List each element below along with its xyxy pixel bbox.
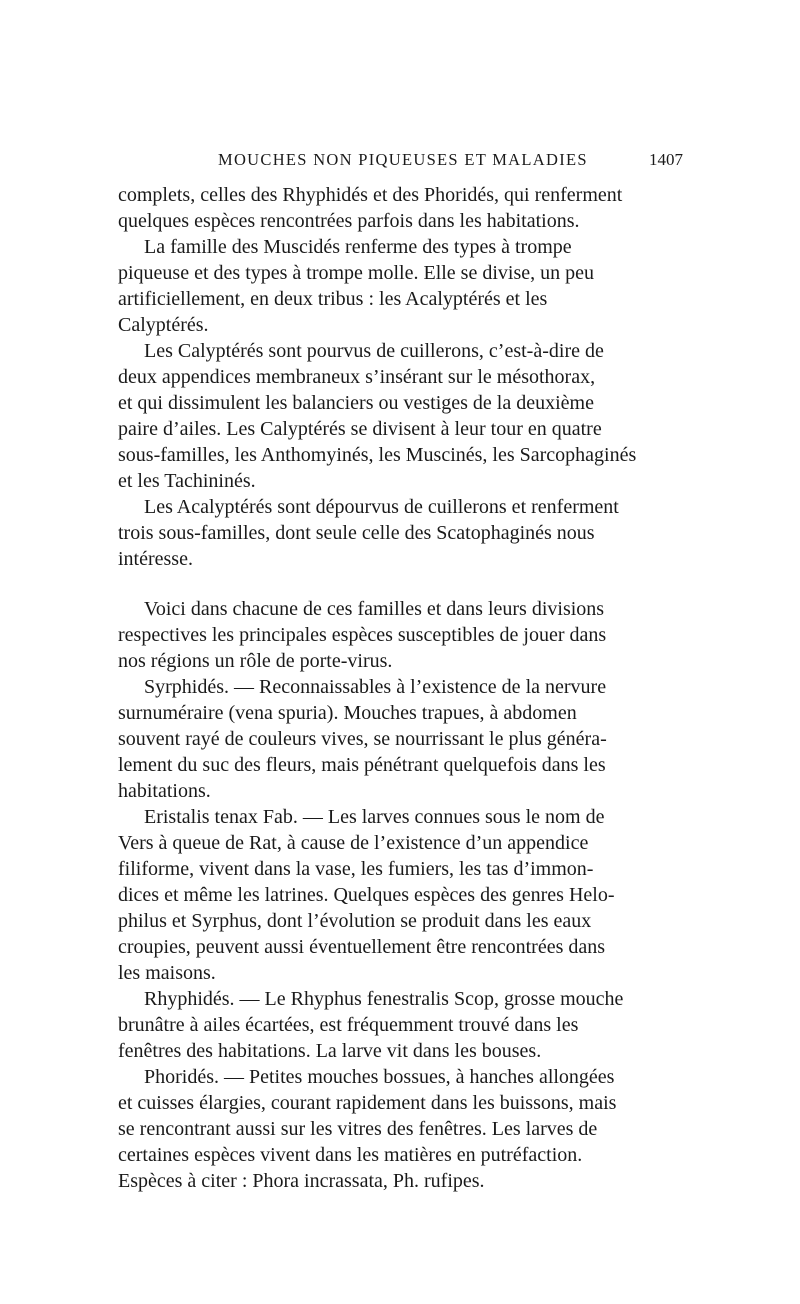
text-line: fenêtres des habitations. La larve vit dans les bouses. [118, 1040, 542, 1062]
text-line: certaines espèces vivent dans les matières en putréfaction. [118, 1144, 583, 1166]
body-text [118, 182, 683, 1194]
text-line: artificiellement, en deux tribus : les Acalyptérés et les [118, 288, 548, 310]
text-line: paire d’ailes. Les Calyptérés se divisent à leur tour en quatre [118, 418, 602, 440]
text-line: La famille des Muscidés renferme des types à trompe [144, 236, 572, 258]
text-line: souvent rayé de couleurs vives, se nourrissant le plus généra- [118, 728, 607, 750]
text-line: intéresse. [118, 548, 193, 570]
text-line: filiforme, vivent dans la vase, les fumiers, les tas d’immon- [118, 858, 594, 880]
text-line: les maisons. [118, 962, 216, 984]
text-line: habitations. [118, 780, 211, 802]
text-line: et les Tachininés. [118, 470, 256, 492]
text-line: deux appendices membraneux s’insérant sur le mésothorax, [118, 366, 596, 388]
running-title: MOUCHES NON PIQUEUSES ET MALADIES [218, 150, 588, 169]
page-number: 1407 [649, 150, 683, 169]
text-line: Phoridés. — Petites mouches bossues, à hanches allongées [144, 1066, 615, 1088]
text-line: brunâtre à ailes écartées, est fréquemment trouvé dans les [118, 1014, 579, 1036]
text-line: Calyptérés. [118, 314, 209, 336]
text-line: Espèces à citer : Phora incrassata, Ph. rufipes. [118, 1170, 485, 1192]
text-line: se rencontrant aussi sur les vitres des fenêtres. Les larves de [118, 1118, 598, 1140]
text-line: piqueuse et des types à trompe molle. Elle se divise, un peu [118, 262, 594, 284]
text-line: philus et Syrphus, dont l’évolution se produit dans les eaux [118, 910, 592, 932]
text-line: sous-familles, les Anthomyinés, les Muscinés, les Sarcophaginés [118, 444, 637, 466]
text-line: Vers à queue de Rat, à cause de l’existence d’un appendice [118, 832, 589, 854]
text-line: complets, celles des Rhyphidés et des Phoridés, qui renferment [118, 184, 623, 206]
text-line: et qui dissimulent les balanciers ou vestiges de la deuxième [118, 392, 594, 414]
text-line: Rhyphidés. — Le Rhyphus fenestralis Scop, grosse mouche [144, 988, 624, 1010]
text-line: Syrphidés. — Reconnaissables à l’existence de la nervure [144, 676, 607, 698]
text-line: croupies, peuvent aussi éventuellement être rencontrées dans [118, 936, 606, 958]
text-line: dices et même les latrines. Quelques espèces des genres Helo- [118, 884, 615, 906]
text-line: nos régions un rôle de porte-virus. [118, 650, 393, 672]
text-line: respectives les principales espèces susceptibles de jouer dans [118, 624, 607, 646]
paragraph-gap [118, 572, 683, 596]
text-line: surnuméraire (vena spuria). Mouches trapues, à abdomen [118, 702, 577, 724]
text-line: Les Acalyptérés sont dépourvus de cuillerons et renferment [144, 496, 619, 518]
text-line: lement du suc des fleurs, mais pénétrant quelquefois dans les [118, 754, 606, 776]
text-line: trois sous-familles, dont seule celle des Scatophaginés nous [118, 522, 595, 544]
text-line: quelques espèces rencontrées parfois dans les habitations. [118, 210, 580, 232]
text-line: Eristalis tenax Fab. — Les larves connues sous le nom de [144, 806, 605, 828]
text-line: et cuisses élargies, courant rapidement dans les buissons, mais [118, 1092, 617, 1114]
text-line: Voici dans chacune de ces familles et dans leurs divisions [144, 598, 605, 620]
text-line: Les Calyptérés sont pourvus de cuillerons, c’est-à-dire de [144, 340, 604, 362]
running-header [118, 150, 683, 176]
